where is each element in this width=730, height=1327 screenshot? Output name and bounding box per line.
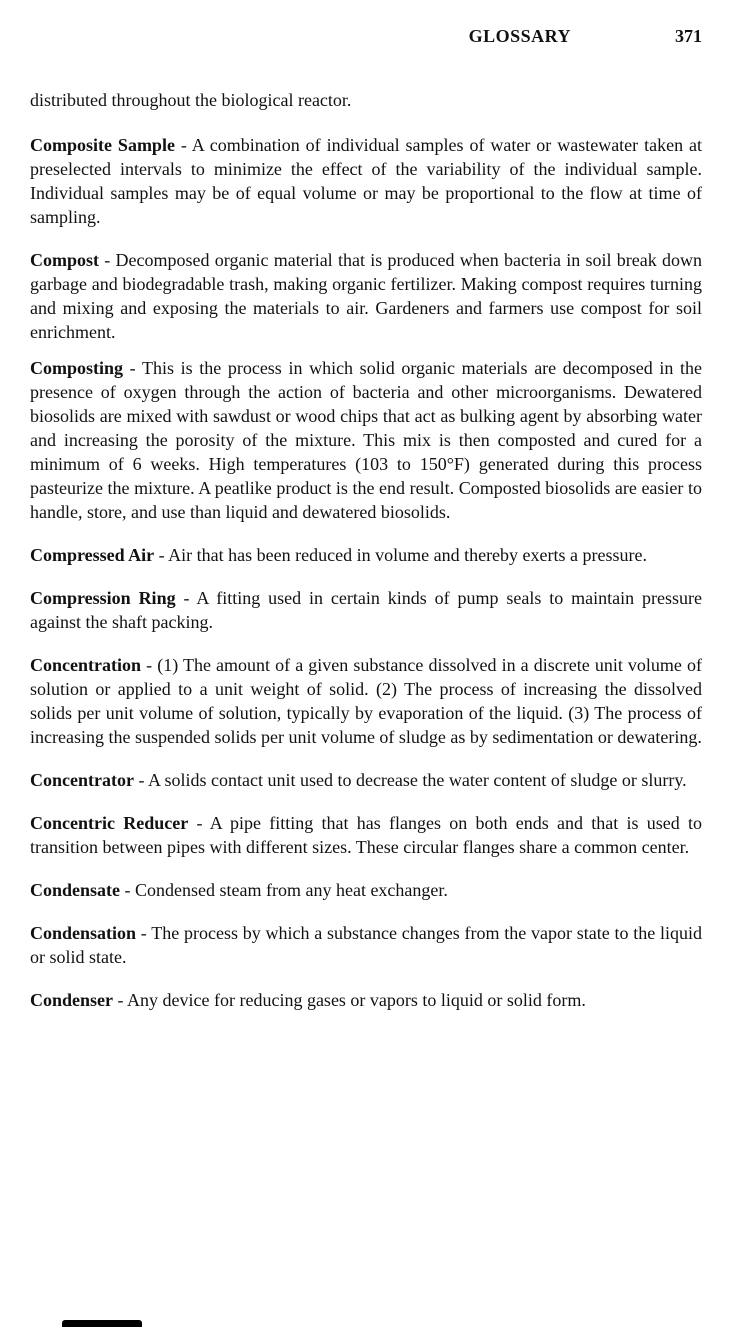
entry-definition: - A solids contact unit used to decrease the water content of sludge or slurry. bbox=[138, 770, 687, 790]
glossary-entry bbox=[30, 543, 702, 567]
glossary-entry bbox=[30, 878, 702, 902]
entry-definition: - The process by which a substance changes from the vapor state to the liquid or solid state. bbox=[30, 923, 702, 967]
page-header bbox=[30, 24, 702, 48]
entry-term: Concentration bbox=[30, 655, 141, 675]
entry-term: Condensation bbox=[30, 923, 137, 943]
scan-artifact bbox=[62, 1320, 142, 1327]
entry-definition: - A combination of individual samples of water or wastewater taken at preselected intervals to minimize the effect of the variability of the individual sample. Individual samples may be of equal volume or may be proportional to the flow at time of sampling. bbox=[30, 135, 703, 227]
glossary-entry bbox=[30, 653, 702, 749]
continuation-paragraph: distributed throughout the biological reactor. bbox=[30, 90, 352, 110]
entry-term: Compost bbox=[30, 250, 100, 270]
entry-definition: - This is the process in which solid organic materials are decomposed in the presence of oxygen through the action of bacteria and other microorganisms. Dewatered biosolids are mixed with sawdust or wood chips that act as bulking agent by absorbing water and increasing the porosity of the mixture. This mix is then composted and cured for a minimum of 6 weeks. High temperatures (103 to 150°F) generated during this process pasteurize the mixture. A peatlike product is the end result. Composted biosolids are easier to handle, store, and use than liquid and dewatered biosolids. bbox=[30, 358, 703, 522]
entry-term: Condensate bbox=[30, 880, 121, 900]
entry-term: Compression Ring bbox=[30, 588, 176, 608]
entry-term: Compressed Air bbox=[30, 545, 155, 565]
entry-term: Condenser bbox=[30, 990, 114, 1010]
glossary-entry bbox=[30, 586, 702, 634]
glossary-entry bbox=[30, 356, 702, 524]
entry-definition: - Condensed steam from any heat exchanger. bbox=[124, 880, 448, 900]
entry-term: Composting bbox=[30, 358, 124, 378]
page-header-title: GLOSSARY bbox=[468, 26, 571, 46]
entry-definition: - A fitting used in certain kinds of pump seals to maintain pressure against the shaft packing. bbox=[30, 588, 702, 632]
glossary-entry bbox=[30, 921, 702, 969]
entry-definition: - (1) The amount of a given substance dissolved in a discrete unit volume of solution or applied to a unit weight of solid. (2) The process of increasing the dissolved solids per unit volume of solution, typically by evaporation of the liquid. (3) The process of increasing the suspended solids per unit volume of sludge as by sedimentation or dewatering. bbox=[30, 655, 702, 747]
glossary-entry bbox=[30, 811, 702, 859]
glossary-entry bbox=[30, 988, 702, 1012]
entry-definition: - A pipe fitting that has flanges on both ends and that is used to transition between pipes with different sizes. These circular flanges share a common center. bbox=[30, 813, 703, 857]
glossary-entry bbox=[30, 768, 702, 792]
entry-term: Concentric Reducer bbox=[30, 813, 189, 833]
entry-definition: - Any device for reducing gases or vapors to liquid or solid form. bbox=[117, 990, 586, 1010]
glossary-entry bbox=[30, 133, 702, 229]
page-number: 371 bbox=[675, 26, 702, 46]
entry-definition: - Decomposed organic material that is produced when bacteria in soil break down garbage and biodegradable trash, making organic fertilizer. Making compost requires turning and mixing and exposing the materials to air. Gardeners and farmers use compost for soil enrichment. bbox=[30, 250, 702, 342]
entry-definition: - Air that has been reduced in volume and thereby exerts a pressure. bbox=[158, 545, 647, 565]
glossary-entry bbox=[30, 248, 702, 344]
entry-term: Composite Sample bbox=[30, 135, 175, 155]
entry-term: Concentrator bbox=[30, 770, 134, 790]
